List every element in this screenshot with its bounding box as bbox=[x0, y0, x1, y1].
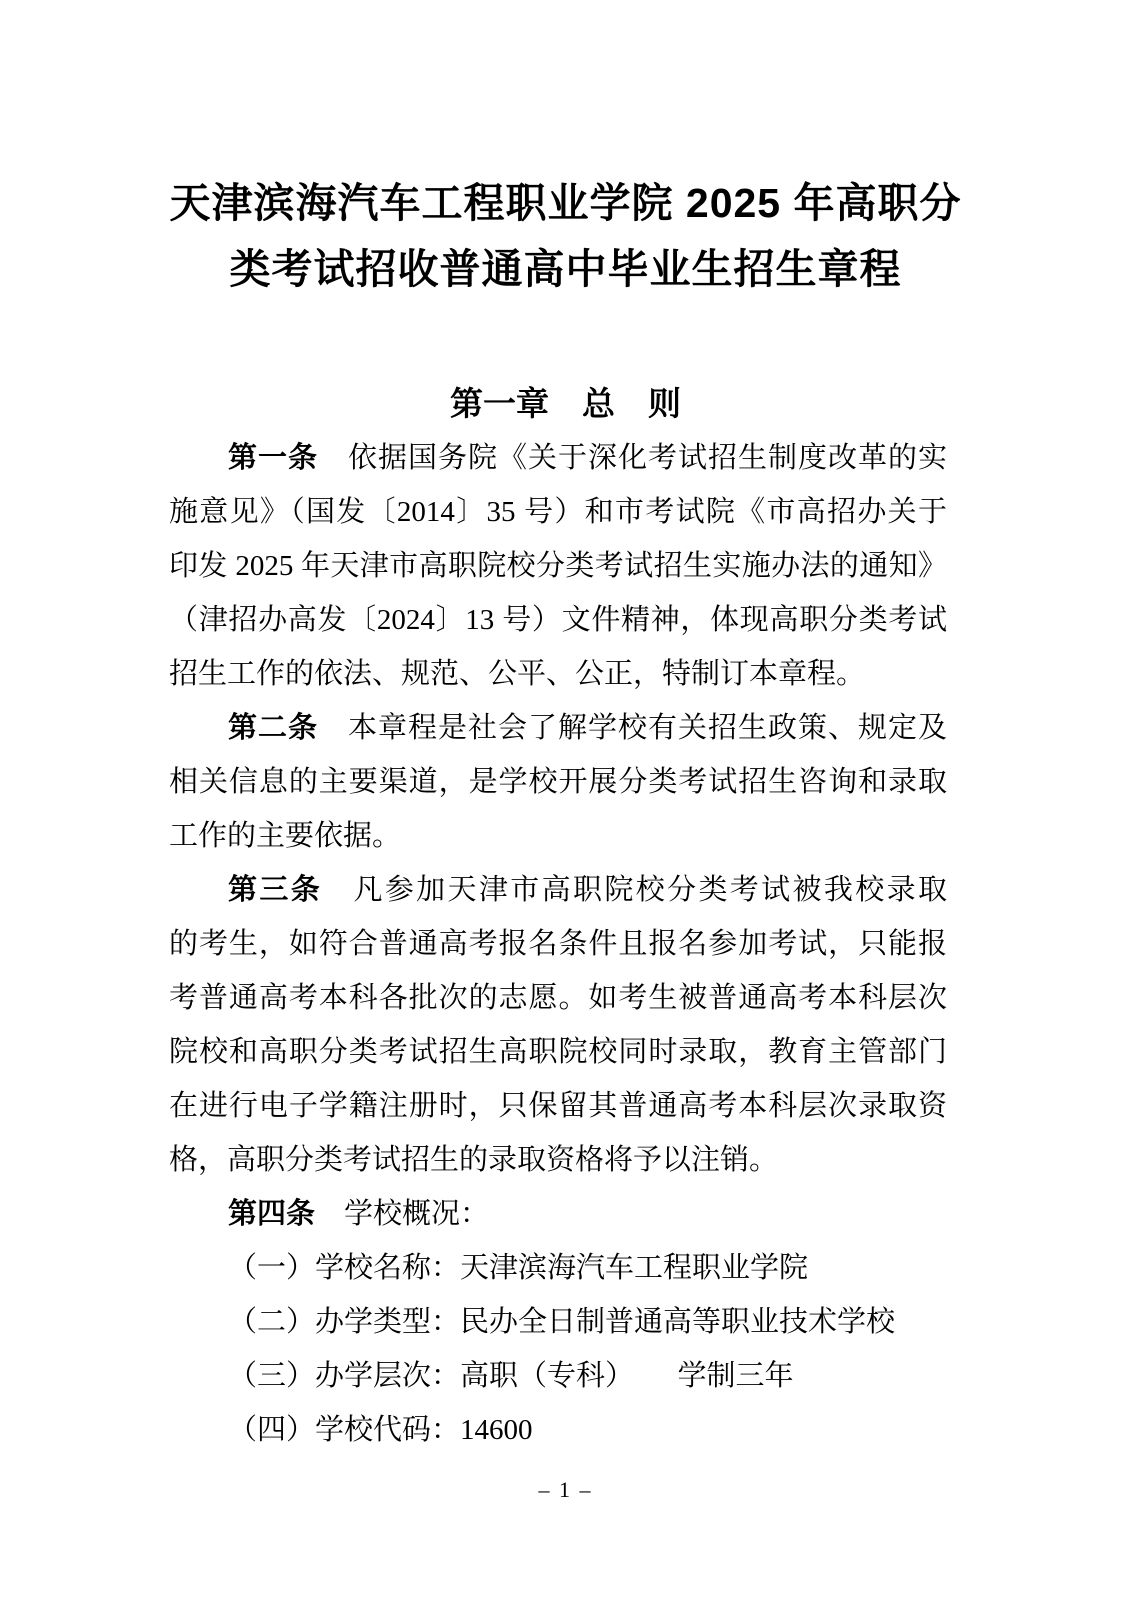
doc-line-text: 本章程是社会了解学校有关招生政策、规定及 bbox=[318, 712, 947, 744]
document-body bbox=[0, 431, 1131, 1457]
doc-line-text: 的考生，如符合普通高考报名条件且报名参加考试，只能报 bbox=[169, 928, 947, 960]
doc-line-text: 招生工作的依法、规范、公平、公正，特制订本章程。 bbox=[169, 658, 866, 690]
doc-line-text: 依据国务院《关于深化考试招生制度改革的实 bbox=[318, 442, 947, 474]
doc-line bbox=[169, 485, 947, 539]
doc-line bbox=[169, 539, 947, 593]
doc-line bbox=[169, 1349, 947, 1403]
doc-line bbox=[169, 1187, 947, 1241]
doc-line bbox=[169, 1025, 947, 1079]
doc-line bbox=[169, 1295, 947, 1349]
clause-number: 第四条 bbox=[228, 1198, 316, 1230]
document-title-line-1: 天津滨海汽车工程职业学院 2025 年高职分 bbox=[169, 180, 962, 226]
doc-line-text: 相关信息的主要渠道，是学校开展分类考试招生咨询和录取 bbox=[169, 766, 947, 798]
clause-number: 第二条 bbox=[228, 712, 318, 744]
doc-line-text: （津招办高发〔2024〕13 号）文件精神，体现高职分类考试 bbox=[169, 604, 947, 636]
clause-number: 第一条 bbox=[228, 442, 318, 474]
doc-line bbox=[169, 647, 947, 701]
doc-line-text: 学校概况： bbox=[315, 1198, 490, 1230]
doc-line-text: 工作的主要依据。 bbox=[169, 820, 402, 852]
document-title bbox=[0, 170, 1131, 302]
doc-line bbox=[169, 971, 947, 1025]
doc-line-text: 格，高职分类考试招生的录取资格将予以注销。 bbox=[169, 1144, 779, 1176]
doc-line bbox=[169, 1133, 947, 1187]
doc-line bbox=[169, 1403, 947, 1457]
doc-line bbox=[169, 1079, 947, 1133]
doc-line bbox=[169, 431, 947, 485]
doc-line-text: 凡参加天津市高职院校分类考试被我校录取 bbox=[322, 874, 947, 906]
chapter-heading: 第一章 总 则 bbox=[450, 385, 681, 422]
doc-line-text: 在进行电子学籍注册时，只保留其普通高考本科层次录取资 bbox=[169, 1090, 947, 1122]
doc-line-text: （一）学校名称：天津滨海汽车工程职业学院 bbox=[228, 1252, 809, 1284]
document-title-line-2: 类考试招收普通高中毕业生招生章程 bbox=[229, 246, 902, 292]
doc-line-text: （四）学校代码：14600 bbox=[228, 1414, 533, 1446]
doc-line bbox=[169, 593, 947, 647]
doc-line-text: 印发 2025 年天津市高职院校分类考试招生实施办法的通知》 bbox=[169, 550, 947, 582]
page-number: – 1 – bbox=[538, 1477, 593, 1502]
doc-line bbox=[169, 863, 947, 917]
doc-line bbox=[169, 701, 947, 755]
clause-number: 第三条 bbox=[228, 874, 323, 906]
doc-line bbox=[169, 755, 947, 809]
doc-line bbox=[169, 809, 947, 863]
doc-line-text: 院校和高职分类考试招生高职院校同时录取，教育主管部门 bbox=[169, 1036, 947, 1068]
doc-line-text: （三）办学层次：高职（专科） 学制三年 bbox=[228, 1360, 794, 1392]
doc-line-text: （二）办学类型：民办全日制普通高等职业技术学校 bbox=[228, 1306, 896, 1338]
doc-line bbox=[169, 1241, 947, 1295]
doc-line-text: 考普通高考本科各批次的志愿。如考生被普通高考本科层次 bbox=[169, 982, 947, 1014]
doc-line bbox=[169, 917, 947, 971]
doc-line-text: 施意见》（国发〔2014〕35 号）和市考试院《市高招办关于 bbox=[169, 496, 947, 528]
